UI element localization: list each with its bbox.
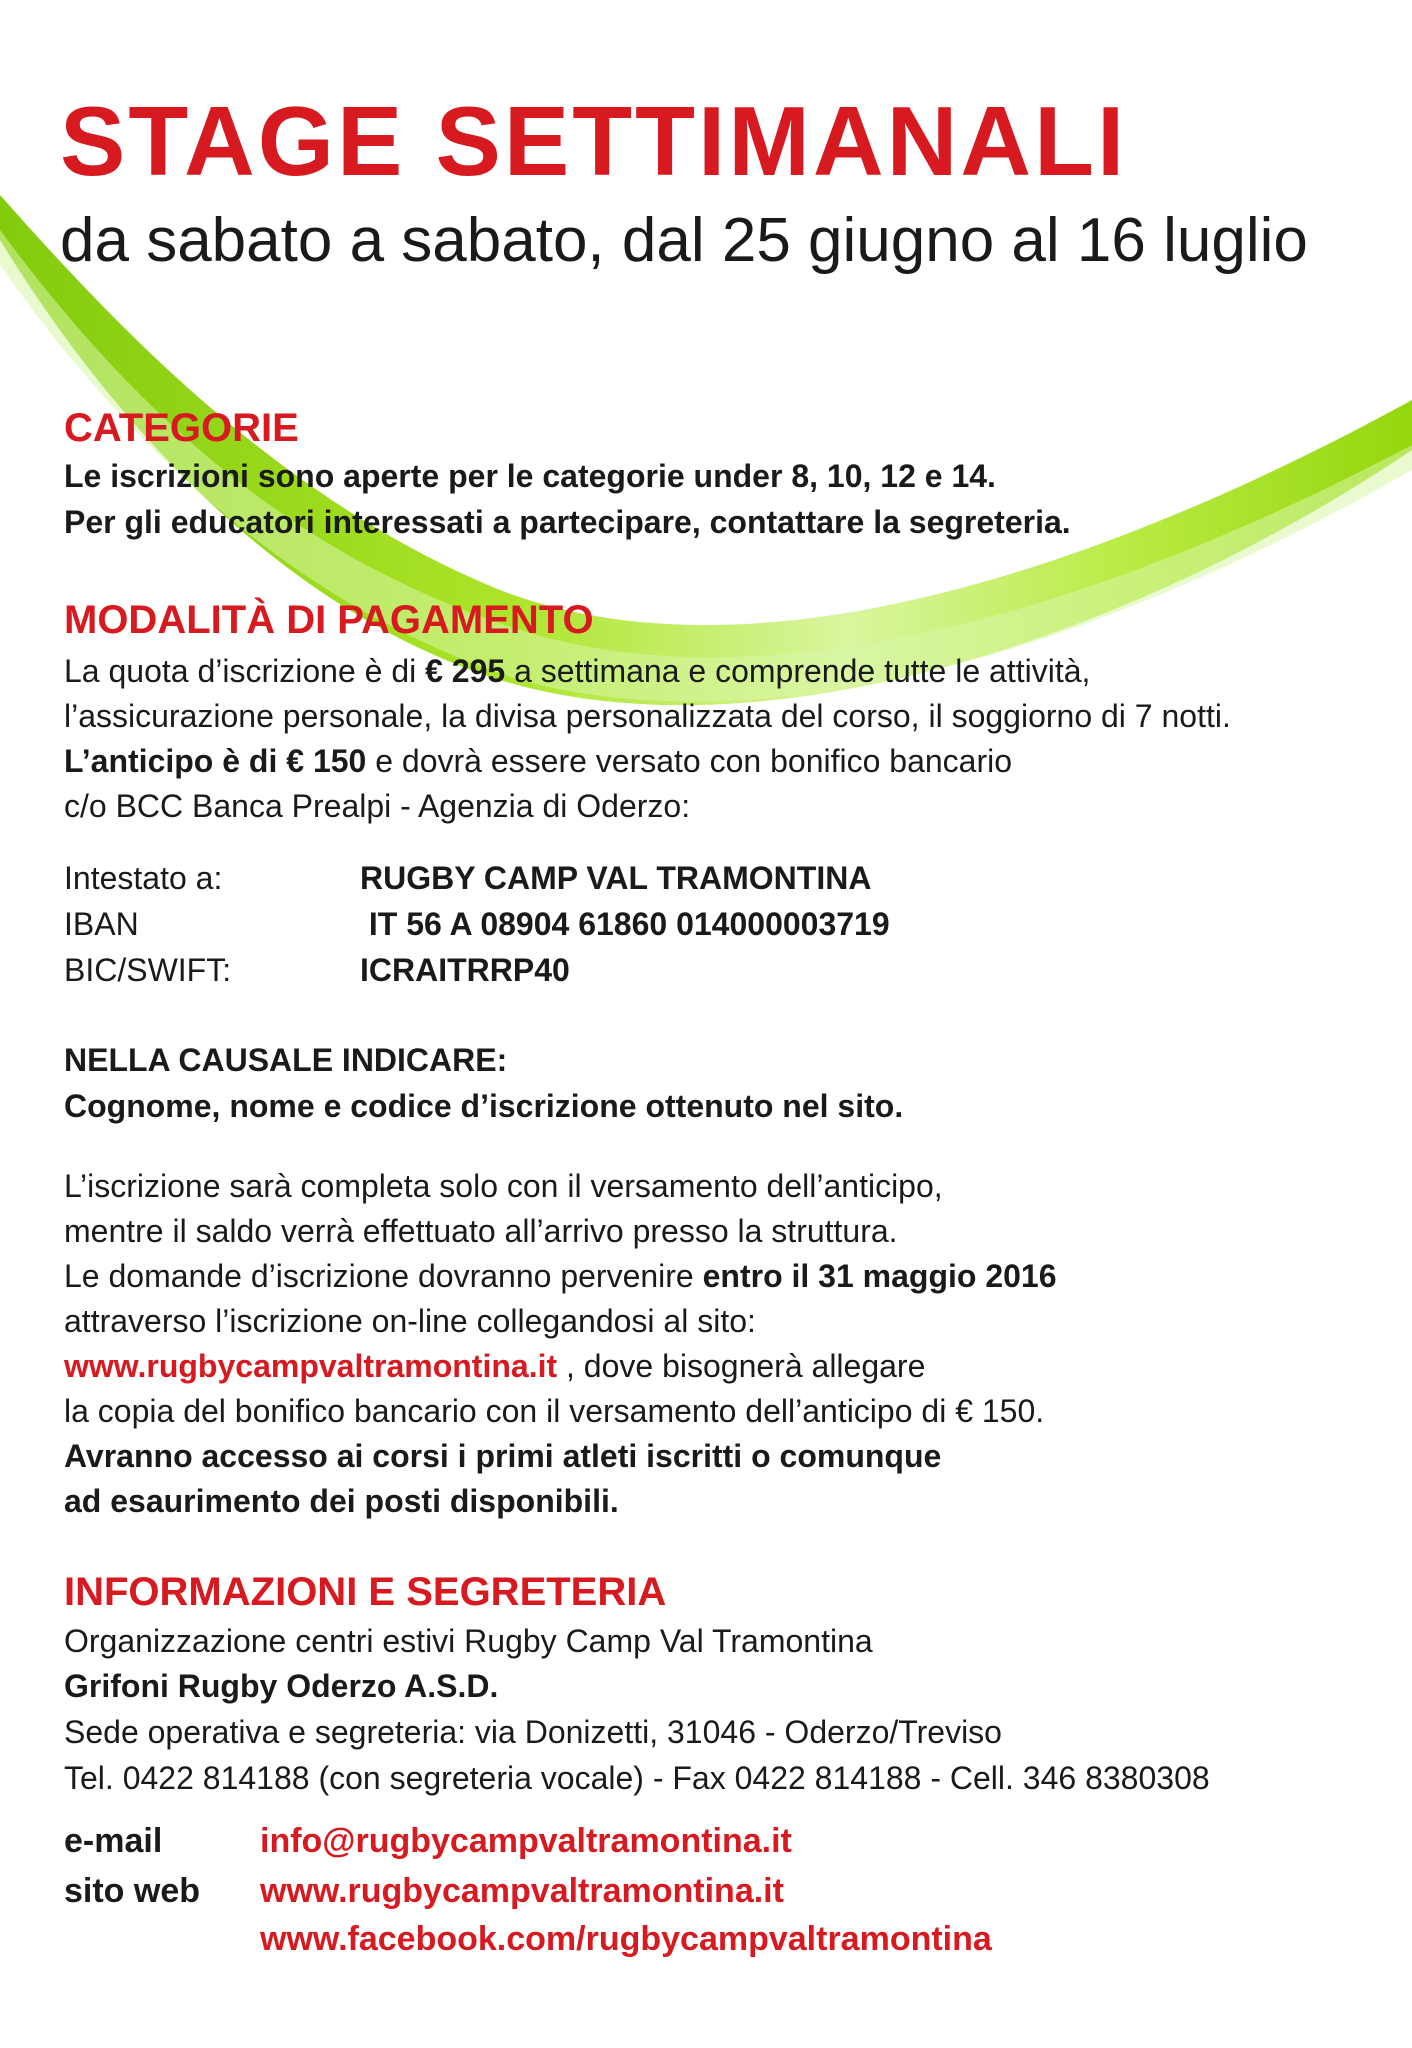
iscrizione-line-5-rest: , dove bisognerà allegare — [557, 1348, 926, 1384]
pagamento-line-3 — [64, 745, 1012, 777]
iscrizione-line-3-start: Le domande d’iscrizione dovranno pervenire — [64, 1258, 703, 1294]
pagamento-line-3-rest: e dovrà essere versato con bonifico bancario — [366, 743, 1013, 779]
pagamento-line-4: c/o BCC Banca Prealpi - Agenzia di Oderzo: — [64, 788, 691, 824]
causale-heading: NELLA CAUSALE INDICARE: — [64, 1042, 508, 1078]
iscrizione-line-3 — [64, 1260, 1057, 1292]
website-label: sito web — [64, 1872, 201, 1910]
facebook-link[interactable]: www.facebook.com/rugbycampvaltramontina — [260, 1920, 992, 1958]
categorie-line-2: Per gli educatori interessati a partecipare, contattare la segreteria. — [64, 504, 1071, 540]
iscrizione-line-2: mentre il saldo verrà effettuato all’arrivo presso la struttura. — [64, 1213, 898, 1249]
pagamento-line-2: l’assicurazione personale, la divisa personalizzata del corso, il soggiorno di 7 notti. — [64, 698, 1231, 734]
pagamento-line-1-end: a settimana e comprende tutte le attività, — [505, 653, 1091, 689]
causale-text: Cognome, nome e codice d’iscrizione ottenuto nel sito. — [64, 1088, 904, 1124]
info-line-4: Tel. 0422 814188 (con segreteria vocale) - Fax 0422 814188 - Cell. 346 8380308 — [64, 1760, 1210, 1796]
categorie-heading: CATEGORIE — [64, 406, 299, 450]
email-link[interactable]: info@rugbycampvaltramontina.it — [260, 1822, 792, 1860]
bank-value-intestato: RUGBY CAMP VAL TRAMONTINA — [360, 860, 872, 896]
email-label: e-mail — [64, 1822, 163, 1860]
bank-label-intestato: Intestato a: — [64, 860, 223, 896]
website-link-inline[interactable]: www.rugbycampvaltramontina.it — [64, 1348, 558, 1384]
weekly-price: € 295 — [425, 653, 506, 689]
pagamento-line-1 — [64, 655, 1090, 687]
iscrizione-line-8: ad esaurimento dei posti disponibili. — [64, 1483, 619, 1519]
bank-value-swift: ICRAITRRP40 — [360, 952, 570, 988]
categorie-line-1: Le iscrizioni sono aperte per le categorie under 8, 10, 12 e 14. — [64, 458, 996, 494]
page-subtitle: da sabato a sabato, dal 25 giugno al 16 luglio — [60, 206, 1308, 275]
pagamento-line-1-start: La quota d’iscrizione è di — [64, 653, 426, 689]
info-line-2: Grifoni Rugby Oderzo A.S.D. — [64, 1668, 499, 1704]
bank-value-iban: IT 56 A 08904 61860 014000003719 — [360, 906, 890, 942]
page-title: STAGE SETTIMANALI — [60, 86, 1128, 196]
iscrizione-line-4: attraverso l’iscrizione on-line collegandosi al sito: — [64, 1303, 756, 1339]
deadline-date: entro il 31 maggio 2016 — [702, 1258, 1057, 1294]
bank-label-swift: BIC/SWIFT: — [64, 952, 232, 988]
info-line-3: Sede operativa e segreteria: via Donizetti, 31046 - Oderzo/Treviso — [64, 1714, 1002, 1750]
info-heading: INFORMAZIONI E SEGRETERIA — [64, 1570, 667, 1614]
iscrizione-line-5 — [64, 1350, 925, 1382]
iscrizione-line-6: la copia del bonifico bancario con il versamento dell’anticipo di € 150. — [64, 1393, 1045, 1429]
deposit-amount: L’anticipo è di € 150 — [64, 743, 367, 779]
website-link[interactable]: www.rugbycampvaltramontina.it — [260, 1872, 784, 1910]
info-line-1: Organizzazione centri estivi Rugby Camp Val Tramontina — [64, 1623, 873, 1659]
iscrizione-line-7: Avranno accesso ai corsi i primi atleti iscritti o comunque — [64, 1438, 942, 1474]
pagamento-heading: MODALITÀ DI PAGAMENTO — [64, 598, 594, 642]
iscrizione-line-1: L’iscrizione sarà completa solo con il versamento dell’anticipo, — [64, 1168, 943, 1204]
bank-label-iban: IBAN — [64, 906, 139, 942]
